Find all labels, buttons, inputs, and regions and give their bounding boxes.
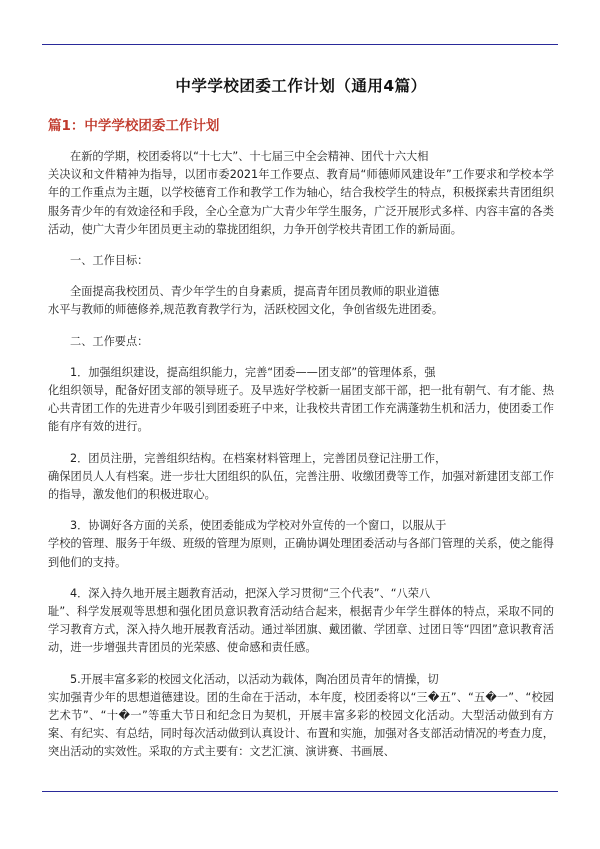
paragraph-first-line: 在新的学期，校团委将以“十七大”、十七届三中全会精神、团代十六大相 <box>70 150 429 163</box>
key-point-item <box>48 517 554 572</box>
paragraph-body: 确保团员人人有档案。进一步壮大团组织的队伍，完善注册、收缴团费等工作，加强对新建团支部工作的指导，激发他们的积极进取心。 <box>48 469 554 502</box>
paragraph-body: 关决议和文件精神为指导，以团市委2021年工作要点、教育局“师德师风建设年”工作要求和学校本学年的工作重点为主题，以学校德育工作和教学工作为轴心，结合我校学生的特点，积极探索共青团组织服务青少年的有效途径和手段，全心全意为广大青少年学生服务，广泛开展形式多样、内容丰富的各类活动，使广大青少年团员更主动的靠拢团组织，力争开创学校共青团工作的新局面。 <box>48 168 554 236</box>
key-point-item <box>48 585 554 658</box>
key-point-item <box>48 450 554 505</box>
paragraph-first-line: 2．团员注册，完善组织结构。在档案材料管理上，完善团员登记注册工作， <box>70 451 447 465</box>
chapter-title: 篇1：中学学校团委工作计划 <box>48 118 220 134</box>
key-point-item <box>48 671 554 762</box>
paragraph-body: 学校的管理、服务于年级、班级的管理为原则，正确协调处理团委活动与各部门管理的关系，使之能得到他们的支持。 <box>48 537 554 569</box>
paragraph-body: 水平与教师的师德修养,规范教育教学行为，活跃校园文化，争创省级先进团委。 <box>48 303 444 317</box>
section-heading-key-points: 二、工作要点： <box>70 334 149 348</box>
paragraph-first-line: 3．协调好各方面的关系，使团委能成为学校对外宣传的一个窗口，以服从于 <box>70 519 447 533</box>
footer-rule <box>42 791 558 792</box>
paragraph-first-line: 全面提高我校团员、青少年学生的自身素质，提高青年团员教师的职业道德 <box>70 285 440 299</box>
paragraph-body: 耻”、科学发展观等思想和强化团员意识教育活动结合起来，根据青少年学生群体的特点，采取不同的学习教育方式，深入持久地开展教育活动。通过举团旗、戴团徽、学团章、过团日等“四团”意识教育活动，进一步增强共青团员的光荣感、使命感和责任感。 <box>48 605 554 655</box>
document-title: 中学学校团委工作计划（通用4篇） <box>175 77 427 95</box>
section-heading-goals: 一、工作目标： <box>70 254 149 268</box>
intro-paragraph <box>48 148 554 239</box>
paragraph-body: 实加强青少年的思想道德建设。团的生命在于活动，本年度，校团委将以“三�五”、“五�一”、“校园艺术节”、“十�一”等重大节日和纪念日为契机，开展丰富多彩的校园文化活动。大型活动做到有方案、有纪实、有总结，同时每次活动做到认真设计、布置和实施，加强对各支部活动情况的考查力度，突出活动的实效性。采取的方式主要有：文艺汇演、演讲赛、书画展、 <box>48 690 554 759</box>
paragraph-first-line: 4．深入持久地开展主题教育活动，把深入学习贯彻“三个代表”、“八荣八 <box>70 586 431 600</box>
document-body <box>48 74 554 775</box>
key-point-item <box>48 364 554 437</box>
paragraph-first-line: 5.开展丰富多彩的校园文化活动，以活动为载体，陶冶团员青年的情操，切 <box>70 672 439 686</box>
paragraph-first-line: 1．加强组织建设，提高组织能力，完善“团委——团支部”的管理体系，强 <box>70 365 436 379</box>
header-rule <box>42 44 558 45</box>
paragraph-body: 化组织领导，配备好团支部的领导班子。及早选好学校新一届团支部干部，把一批有朝气、有才能、热心共青团工作的先进青少年吸引到团委班子中来，让我校共青团工作充满蓬勃生机和活力，使团委工作能有序有效的进行。 <box>48 384 554 434</box>
goals-paragraph <box>48 283 554 319</box>
